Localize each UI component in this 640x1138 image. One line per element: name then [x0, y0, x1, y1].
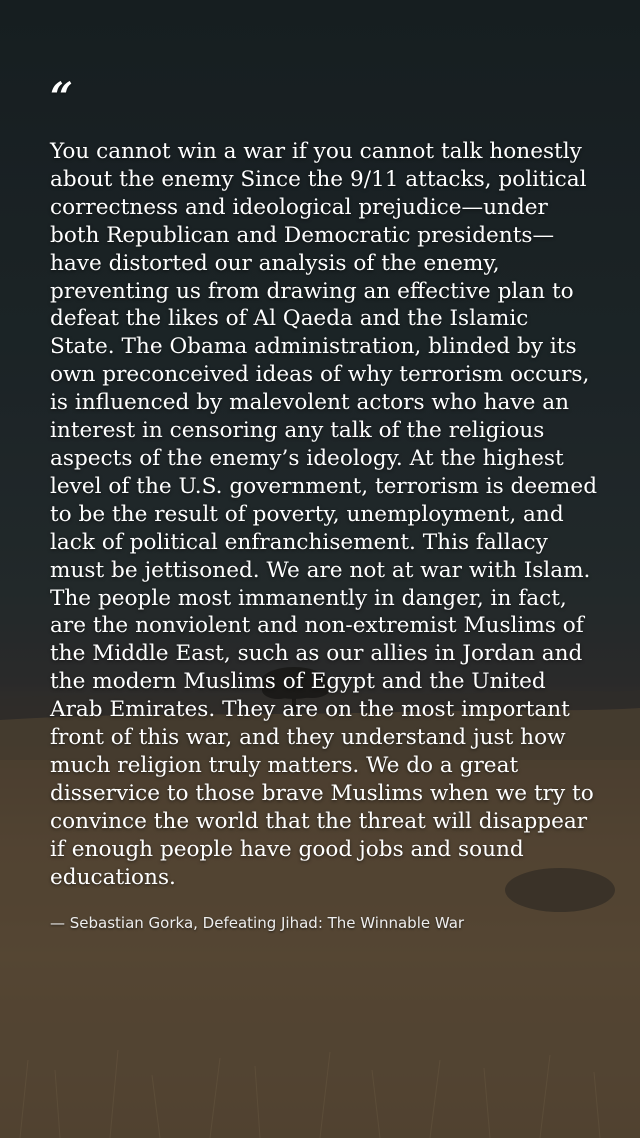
quote-card [50, 74, 598, 933]
quote-attribution: — Sebastian Gorka, Defeating Jihad: The Winnable War [50, 914, 465, 933]
quote-text: You cannot win a war if you cannot talk honestly about the enemy Since the 9/11 attacks, political correctness and ideological prejudice—under both Republican and Democratic presidents—have distorted our analysis of the enemy, preventing us from drawing an effective plan to defeat the likes of Al Qaeda and the Islamic State. The Obama administration, blinded by its own preconceived ideas of why terrorism occurs, is influenced by malevolent actors who have an interest in censoring any talk of the religious aspects of the enemy’s ideology. At the highest level of the U.S. government, terrorism is deemed to be the result of poverty, unemployment, and lack of political enfranchisement. This fallacy must be jettisoned. We are not at war with Islam. The people most immanently in danger, in fact, are the nonviolent and non-extremist Muslims of the Middle East, such as our allies in Jordan and the modern Muslims of Egypt and the United Arab Emirates. They are on the most important front of this war, and they understand just how much religion truly matters. We do a great disservice to those brave Muslims when we try to convince the world that the threat will disappear if enough people have good jobs and sound educations. [50, 139, 598, 890]
quote-mark-icon: “ [50, 74, 74, 121]
